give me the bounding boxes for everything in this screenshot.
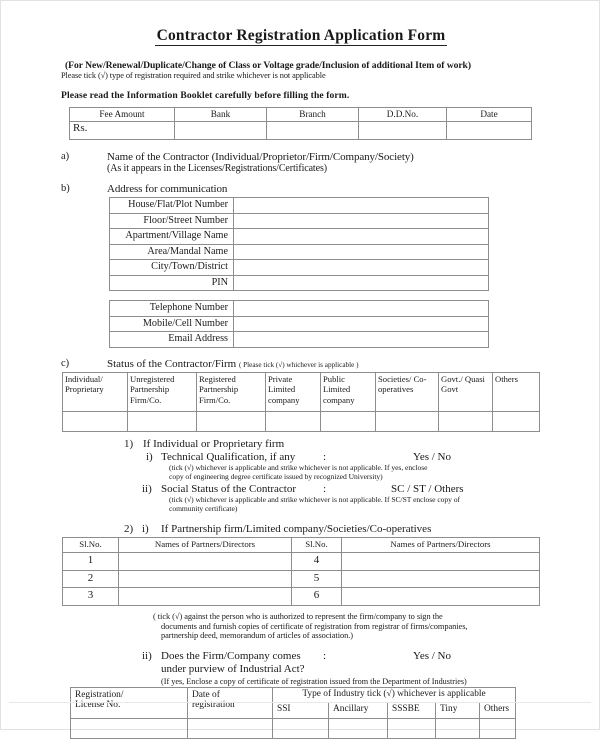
industry-table xyxy=(70,687,516,739)
industry-date-label-line1: Date of xyxy=(192,690,220,701)
fee-value-cell[interactable] xyxy=(447,122,532,140)
partner-sl-right: 4 xyxy=(292,553,342,571)
item-2 xyxy=(61,523,541,535)
fee-table-wrap xyxy=(61,107,541,140)
form-sheet xyxy=(61,15,541,739)
item-1-marker: 1) xyxy=(124,437,134,450)
contact-input[interactable] xyxy=(234,316,489,332)
industry-reg-input[interactable] xyxy=(71,719,188,739)
address-label: Area/Mandal Name xyxy=(110,244,234,260)
contact-table xyxy=(109,300,489,348)
item-2-sub-ii-colon: : xyxy=(323,650,327,663)
section-a-line2: (As it appears in the Licenses/Registrations/Certificates) xyxy=(107,163,327,174)
table-row xyxy=(63,588,540,606)
item-1-sub-ii-label: Social Status of the Contractor xyxy=(161,482,297,495)
item-2-marker: 2) xyxy=(124,523,134,536)
industry-type-cell[interactable] xyxy=(273,719,329,739)
partners-header-cell: Sl.No. xyxy=(63,538,119,553)
status-header-cell: Others xyxy=(493,372,540,411)
industry-date-label xyxy=(188,688,273,719)
item-2-title: If Partnership firm/Limited company/Societies/Co-operatives xyxy=(161,523,432,536)
item-2-sub-ii-marker: ii) xyxy=(142,650,152,663)
status-header-cell: Govt./ Quasi Govt xyxy=(439,372,493,411)
table-row xyxy=(110,316,489,332)
fee-value-cell[interactable] xyxy=(359,122,447,140)
status-tick-cell[interactable] xyxy=(439,411,493,431)
fee-header-cell: D.D.No. xyxy=(359,108,447,122)
booklet-instruction: Please read the Information Booklet carefully before filling the form. xyxy=(61,90,350,101)
status-header-cell: Unregistered Partnership Firm/Co. xyxy=(128,372,197,411)
item-1-title: If Individual or Proprietary firm xyxy=(143,437,285,450)
industry-reg-label xyxy=(71,688,188,719)
page-bottom-divider xyxy=(9,702,591,703)
industry-type-cell[interactable] xyxy=(329,719,388,739)
item-1-sub-i-note-2: copy of engineering degree certificate issued by recognized University) xyxy=(169,471,383,481)
table-row xyxy=(63,570,540,588)
table-row xyxy=(110,229,489,245)
table-row xyxy=(110,213,489,229)
partners-table xyxy=(62,537,540,606)
item-2-sub-ii-label-2: under purview of Industrial Act? xyxy=(161,663,305,676)
table-row xyxy=(63,553,540,571)
partners-tick-note-line1: ( tick (√) against the person who is authorized to represent the firm/company to sign the xyxy=(153,611,443,621)
table-row xyxy=(70,108,532,122)
fee-header-cell: Date xyxy=(447,108,532,122)
partner-name-left[interactable] xyxy=(119,553,292,571)
partners-tick-note-line2: documents and furnish copies of certificate of registration from registrar of firms/companies, xyxy=(161,621,468,631)
page-title xyxy=(61,27,541,46)
item-1 xyxy=(61,438,541,450)
status-tick-cell[interactable] xyxy=(266,411,321,431)
partners-tick-note xyxy=(61,612,541,641)
item-1-sub-i-marker: i) xyxy=(146,450,153,463)
industry-type-header: SSI xyxy=(273,703,329,719)
item-2-sub-ii-label-1: Does the Firm/Company comes xyxy=(161,650,301,663)
fee-header-cell: Branch xyxy=(267,108,359,122)
industry-type-cell[interactable] xyxy=(388,719,436,739)
table-row xyxy=(71,688,516,703)
partners-header-cell: Sl.No. xyxy=(292,538,342,553)
status-tick-cell[interactable] xyxy=(376,411,439,431)
address-table xyxy=(109,197,489,291)
item-1-sub-i-answer[interactable]: Yes / No xyxy=(413,450,452,463)
address-input[interactable] xyxy=(234,244,489,260)
table-row xyxy=(63,411,540,431)
item-2-sub-marker: i) xyxy=(142,523,149,536)
fee-value-cell[interactable] xyxy=(267,122,359,140)
partner-name-right[interactable] xyxy=(342,588,540,606)
address-label: City/Town/District xyxy=(110,260,234,276)
item-1-sub-ii-marker: ii) xyxy=(142,482,152,495)
section-b xyxy=(61,183,541,195)
industry-type-cell[interactable] xyxy=(480,719,516,739)
industry-date-label-line2: registration xyxy=(192,700,235,711)
item-2-sub-ii xyxy=(61,650,541,662)
partner-sl-left: 2 xyxy=(63,570,119,588)
partner-name-left[interactable] xyxy=(119,570,292,588)
fee-value-cell[interactable] xyxy=(175,122,267,140)
item-1-sub-i-colon: : xyxy=(323,450,327,463)
fee-header-cell: Fee Amount xyxy=(70,108,175,122)
contact-label: Email Address xyxy=(110,332,234,348)
partner-name-left[interactable] xyxy=(119,588,292,606)
item-1-sub-i xyxy=(61,451,541,463)
table-gap xyxy=(61,291,541,298)
table-row xyxy=(63,538,540,553)
item-1-sub-ii-colon: : xyxy=(323,482,327,495)
industry-type-header: SSSBE xyxy=(388,703,436,719)
address-input[interactable] xyxy=(234,198,489,214)
section-a-marker: a) xyxy=(61,151,70,162)
item-2-sub-ii-note: (If yes, Enclose a copy of certificate of registration issued from the Department of Industries) xyxy=(161,677,467,687)
item-1-sub-ii-note-1: (tick (√) whichever is applicable and strike whichever is not applicable. If SC/ST enclose copy of xyxy=(169,494,460,504)
fee-table xyxy=(69,107,532,140)
table-row xyxy=(70,122,532,140)
item-1-sub-ii-answer[interactable]: SC / ST / Others xyxy=(391,482,464,495)
address-label: House/Flat/Plot Number xyxy=(110,198,234,214)
address-input[interactable] xyxy=(234,275,489,291)
item-1-sub-i-note-1: (tick (√) whichever is applicable and strike whichever is not applicable. If yes, enclose xyxy=(169,462,428,472)
industry-type-header: Ancillary xyxy=(329,703,388,719)
item-2-sub-ii-line2-wrap xyxy=(61,663,541,675)
section-c-marker: c) xyxy=(61,357,70,369)
table-row xyxy=(71,719,516,739)
partner-name-right[interactable] xyxy=(342,570,540,588)
industry-type-header: Tiny xyxy=(436,703,480,719)
industry-type-cell[interactable] xyxy=(436,719,480,739)
partner-sl-right: 5 xyxy=(292,570,342,588)
item-2-sub-ii-answer[interactable]: Yes / No xyxy=(413,650,452,663)
industry-reg-label-line1: Registration/ xyxy=(75,690,124,701)
industry-date-input[interactable] xyxy=(188,719,273,739)
form-subtitle-note: Please tick (√) type of registration required and strike whichever is not applicable xyxy=(61,71,326,80)
partner-sl-left: 3 xyxy=(63,588,119,606)
fee-value-cell[interactable]: Rs. xyxy=(70,122,175,140)
form-subtitle-bold: (For New/Renewal/Duplicate/Change of Class or Voltage grade/Inclusion of additional Item of work) xyxy=(65,60,471,71)
fee-header-cell: Bank xyxy=(175,108,267,122)
section-c xyxy=(61,358,541,370)
partner-sl-right: 6 xyxy=(292,588,342,606)
contact-label: Mobile/Cell Number xyxy=(110,316,234,332)
table-row xyxy=(110,198,489,214)
status-header-cell: Individual/ Proprietary xyxy=(63,372,128,411)
address-label: PIN xyxy=(110,275,234,291)
industry-group-header: Type of Industry tick (√) whichever is applicable xyxy=(273,688,516,703)
status-tick-cell[interactable] xyxy=(63,411,128,431)
status-header-cell: Private Limited company xyxy=(266,372,321,411)
section-c-heading-note: ( Please tick (√) whichever is applicable ) xyxy=(238,360,359,369)
partners-header-cell: Names of Partners/Directors xyxy=(119,538,292,553)
status-tick-cell[interactable] xyxy=(321,411,376,431)
partners-tick-note-line3: partnership deed, memorandum of articles of association.) xyxy=(161,631,354,641)
status-tick-cell[interactable] xyxy=(493,411,540,431)
address-label: Apartment/Village Name xyxy=(110,229,234,245)
table-row xyxy=(110,244,489,260)
table-row xyxy=(110,260,489,276)
item-1-sub-ii xyxy=(61,483,541,495)
section-c-heading: Status of the Contractor/Firm xyxy=(107,357,237,370)
status-header-cell: Public Limited company xyxy=(321,372,376,411)
address-input[interactable] xyxy=(234,260,489,276)
status-tick-cell[interactable] xyxy=(197,411,266,431)
contact-input[interactable] xyxy=(234,332,489,348)
status-tick-cell[interactable] xyxy=(128,411,197,431)
table-row xyxy=(110,301,489,317)
partner-sl-left: 1 xyxy=(63,553,119,571)
partners-header-cell: Names of Partners/Directors xyxy=(342,538,540,553)
status-header-cell: Societies/ Co-operatives xyxy=(376,372,439,411)
table-row xyxy=(110,275,489,291)
item-1-sub-ii-note-2: community certificate) xyxy=(169,504,238,514)
section-a xyxy=(61,151,541,174)
partner-name-right[interactable] xyxy=(342,553,540,571)
section-a-line1: Name of the Contractor (Individual/Proprietor/Firm/Company/Society) xyxy=(107,151,414,163)
page-title-text: Contractor Registration Application Form xyxy=(156,27,446,44)
section-b-marker: b) xyxy=(61,183,70,194)
industry-reg-label-line2: License No. xyxy=(75,700,121,711)
contact-label: Telephone Number xyxy=(110,301,234,317)
industry-type-header: Others xyxy=(480,703,516,719)
status-table xyxy=(62,372,540,432)
table-row xyxy=(63,372,540,411)
status-header-cell: Registered Partnership Firm/Co. xyxy=(197,372,266,411)
address-label: Floor/Street Number xyxy=(110,213,234,229)
table-row xyxy=(110,332,489,348)
address-input[interactable] xyxy=(234,229,489,245)
item-1-sub-i-label: Technical Qualification, if any xyxy=(161,450,296,463)
contact-input[interactable] xyxy=(234,301,489,317)
section-b-heading: Address for communication xyxy=(107,183,228,195)
address-input[interactable] xyxy=(234,213,489,229)
